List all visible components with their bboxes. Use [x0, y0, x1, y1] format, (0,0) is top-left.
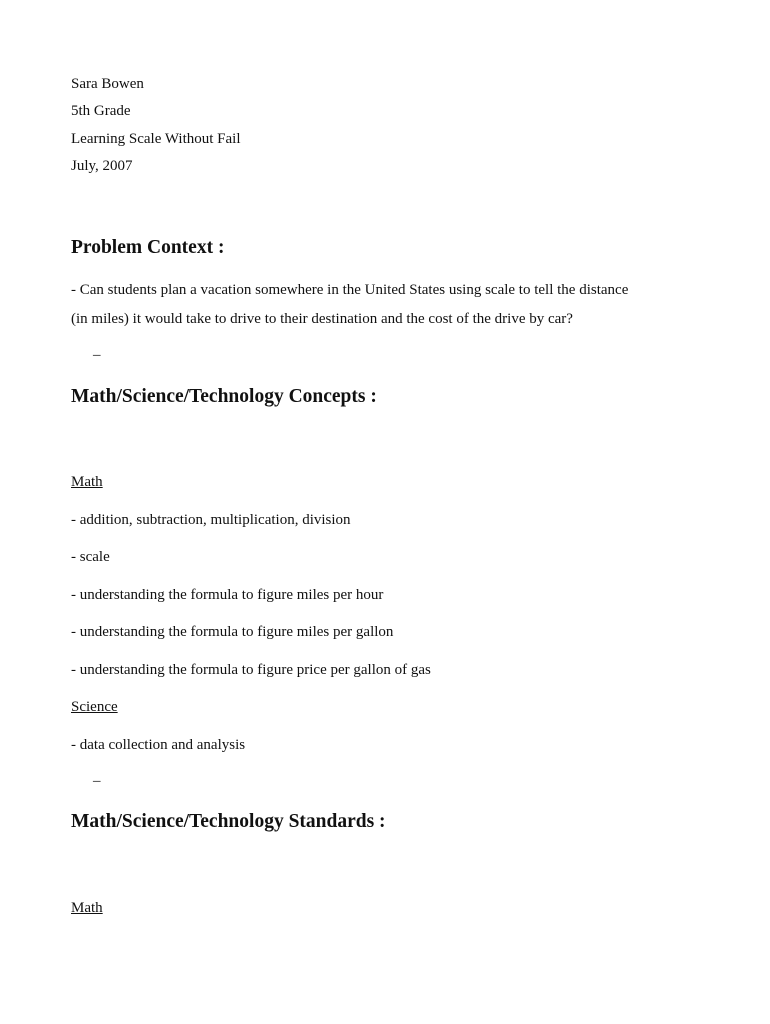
- section-separator: –: [93, 773, 101, 789]
- section-separator: –: [93, 347, 101, 363]
- list-item: - understanding the formula to figure miles per hour: [71, 587, 384, 603]
- problem-context-line-2: (in miles) it would take to drive to their destination and the cost of the drive by car?: [71, 311, 573, 327]
- standards-math-label: Math: [71, 900, 103, 916]
- author-name: Sara Bowen: [71, 76, 144, 92]
- standards-heading: Math/Science/Technology Standards :: [71, 811, 386, 832]
- concepts-heading: Math/Science/Technology Concepts :: [71, 386, 377, 407]
- problem-context-line-1: - Can students plan a vacation somewhere in the United States using scale to tell the distance: [71, 282, 629, 298]
- concepts-science-label: Science: [71, 699, 118, 715]
- document-date: July, 2007: [71, 158, 133, 174]
- list-item: - addition, subtraction, multiplication, division: [71, 512, 351, 528]
- grade-level: 5th Grade: [71, 103, 131, 119]
- concepts-math-label: Math: [71, 474, 103, 490]
- document-title: Learning Scale Without Fail: [71, 131, 241, 147]
- list-item: - understanding the formula to figure miles per gallon: [71, 624, 394, 640]
- list-item: - data collection and analysis: [71, 737, 246, 753]
- list-item: - understanding the formula to figure price per gallon of gas: [71, 662, 431, 678]
- list-item: - scale: [71, 549, 110, 565]
- problem-context-heading: Problem Context :: [71, 237, 225, 258]
